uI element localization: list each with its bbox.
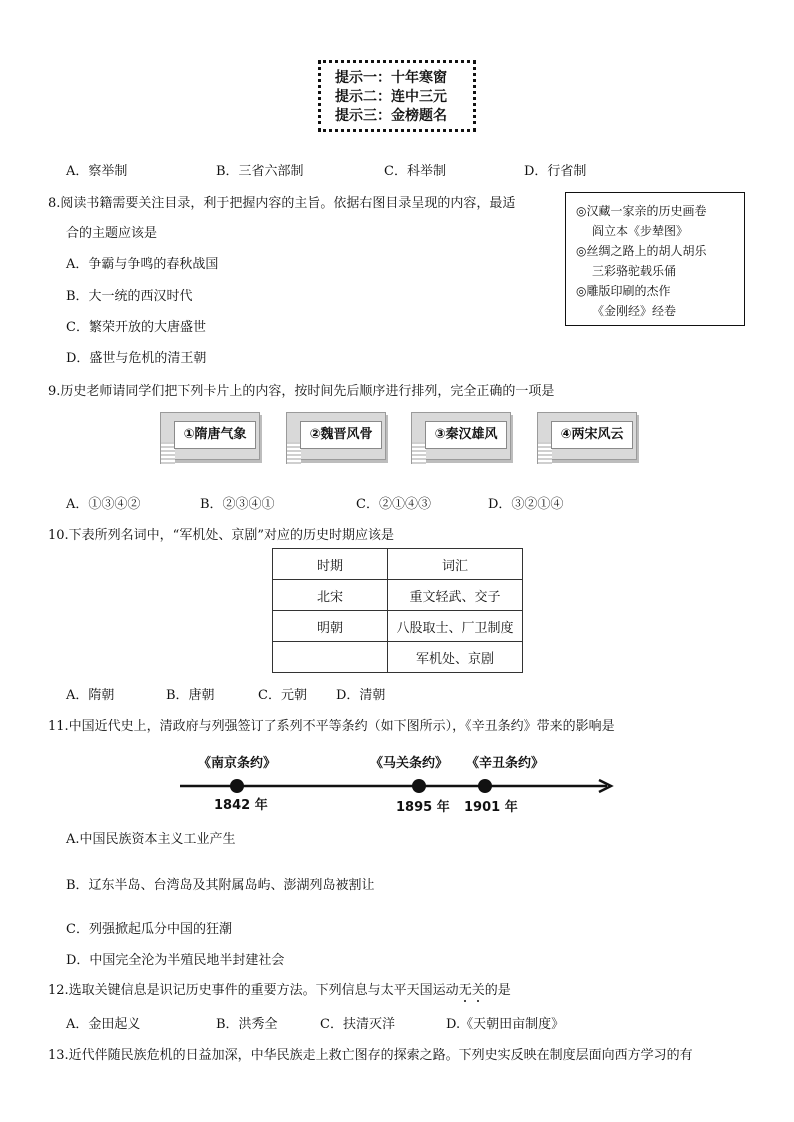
hint-box <box>318 60 476 132</box>
q9-stem: 9.历史老师请同学们把下列卡片上的内容，按时间先后顺序进行排列，完全正确的一项是 <box>48 384 555 399</box>
q9-option-c[interactable]: C．②①④③ <box>356 497 431 512</box>
q7-option-a[interactable]: A．察举制 <box>66 164 128 179</box>
q12-option-c[interactable]: C．扶清灭洋 <box>320 1017 395 1032</box>
q11-stem: 11.中国近代史上，清政府与列强签订了系列不平等条约（如下图所示），《辛丑条约》带来的影响是 <box>48 719 615 734</box>
q10-option-b[interactable]: B．唐朝 <box>166 688 215 703</box>
q10-table <box>272 548 523 673</box>
q11-option-c[interactable]: C．列强掀起瓜分中国的狂潮 <box>66 922 232 937</box>
table-row <box>273 642 523 673</box>
q12-option-b[interactable]: B．洪秀全 <box>216 1017 278 1032</box>
toc-subitem: 三彩骆驼载乐俑 <box>592 264 677 278</box>
q11-option-a[interactable]: A.中国民族资本主义工业产生 <box>66 832 236 847</box>
q9-option-d[interactable]: D．③②①④ <box>488 497 564 512</box>
q8-option-a[interactable]: A．争霸与争鸣的春秋战国 <box>66 257 219 272</box>
q12-option-a[interactable]: A．金田起义 <box>66 1017 141 1032</box>
timeline-treaty-1: 《南京条约》 <box>198 756 277 771</box>
timeline-point-1901 <box>478 779 492 793</box>
hint-line-1: 提示一：十年寒窗 <box>335 70 447 86</box>
timeline-treaty-3: 《辛丑条约》 <box>466 756 545 771</box>
q12-emphasis-char: 无 <box>459 979 472 998</box>
q10-option-a[interactable]: A．隋朝 <box>66 688 115 703</box>
table-row <box>273 611 523 642</box>
q9-card-4-label: ④两宋风云 <box>551 421 633 449</box>
q9-card-2 <box>286 412 386 464</box>
q9-card-3-label: ③秦汉雄风 <box>425 421 507 449</box>
timeline-year-3: 1901 年 <box>464 800 518 815</box>
q9-card-1-label: ①隋唐气象 <box>174 421 256 449</box>
table-header-cell: 时期 <box>273 549 388 580</box>
table-header-cell: 词汇 <box>388 549 523 580</box>
q9-card-1 <box>160 412 260 464</box>
table-cell: 北宋 <box>273 580 388 611</box>
q12-option-d[interactable]: D.《天朝田亩制度》 <box>446 1017 565 1032</box>
q13-stem: 13.近代伴随民族危机的日益加深，中华民族走上救亡图存的探索之路。下列史实反映在制度层面向西方学习的有 <box>48 1048 693 1063</box>
toc-subitem: 《金刚经》经卷 <box>592 304 677 318</box>
q8-table-of-contents <box>565 192 745 326</box>
q11-option-b[interactable]: B．辽东半岛、台湾岛及其附属岛屿、澎湖列岛被割让 <box>66 878 375 893</box>
table-cell: 八股取士、厂卫制度 <box>388 611 523 642</box>
table-cell: 重文轻武、交子 <box>388 580 523 611</box>
q8-stem-line-2: 合的主题应该是 <box>66 226 158 241</box>
q10-option-c[interactable]: C．元朝 <box>258 688 307 703</box>
q12-stem-text: 12.选取关键信息是识记历史事件的重要方法。下列信息与太平天国运动 <box>48 983 459 998</box>
q10-option-d[interactable]: D．清朝 <box>336 688 386 703</box>
q9-option-a[interactable]: A．①③④② <box>66 497 141 512</box>
timeline-point-1842 <box>230 779 244 793</box>
q9-card-4 <box>537 412 637 464</box>
timeline-treaty-2: 《马关条约》 <box>370 756 449 771</box>
q9-card-2-label: ②魏晋风骨 <box>300 421 382 449</box>
table-row <box>273 580 523 611</box>
q12-stem <box>48 979 511 998</box>
toc-item: ◎雕版印刷的杰作 <box>576 284 671 298</box>
q12-stem-end: 的是 <box>484 983 511 998</box>
q11-option-d[interactable]: D．中国完全沦为半殖民地半封建社会 <box>66 953 285 968</box>
table-cell: 军机处、京剧 <box>388 642 523 673</box>
q8-option-d[interactable]: D．盛世与危机的清王朝 <box>66 351 207 366</box>
q8-option-b[interactable]: B．大一统的西汉时代 <box>66 289 193 304</box>
toc-item: ◎汉藏一家亲的历史画卷 <box>576 204 707 218</box>
q8-option-c[interactable]: C．繁荣开放的大唐盛世 <box>66 320 206 335</box>
table-cell <box>273 642 388 673</box>
timeline-year-1: 1842 年 <box>214 798 268 813</box>
toc-subitem: 阎立本《步辇图》 <box>592 224 689 238</box>
q10-stem: 10.下表所列名词中，“军机处、京剧”对应的历史时期应该是 <box>48 528 394 543</box>
hint-line-2: 提示二：连中三元 <box>335 89 447 105</box>
q7-option-c[interactable]: C．科举制 <box>384 164 446 179</box>
timeline-year-2: 1895 年 <box>396 800 450 815</box>
q8-stem-line-1: 8.阅读书籍需要关注目录，利于把握内容的主旨。依据右图目录呈现的内容，最适 <box>48 196 516 211</box>
hint-line-3: 提示三：金榜题名 <box>335 108 447 124</box>
q12-emphasis-char: 关 <box>472 979 485 998</box>
q9-option-b[interactable]: B．②③④① <box>200 497 275 512</box>
q7-option-b[interactable]: B．三省六部制 <box>216 164 304 179</box>
table-cell: 明朝 <box>273 611 388 642</box>
toc-item: ◎丝绸之路上的胡人胡乐 <box>576 244 707 258</box>
q9-card-3 <box>411 412 511 464</box>
q7-option-d[interactable]: D．行省制 <box>524 164 587 179</box>
timeline-point-1895 <box>412 779 426 793</box>
table-header-row <box>273 549 523 580</box>
